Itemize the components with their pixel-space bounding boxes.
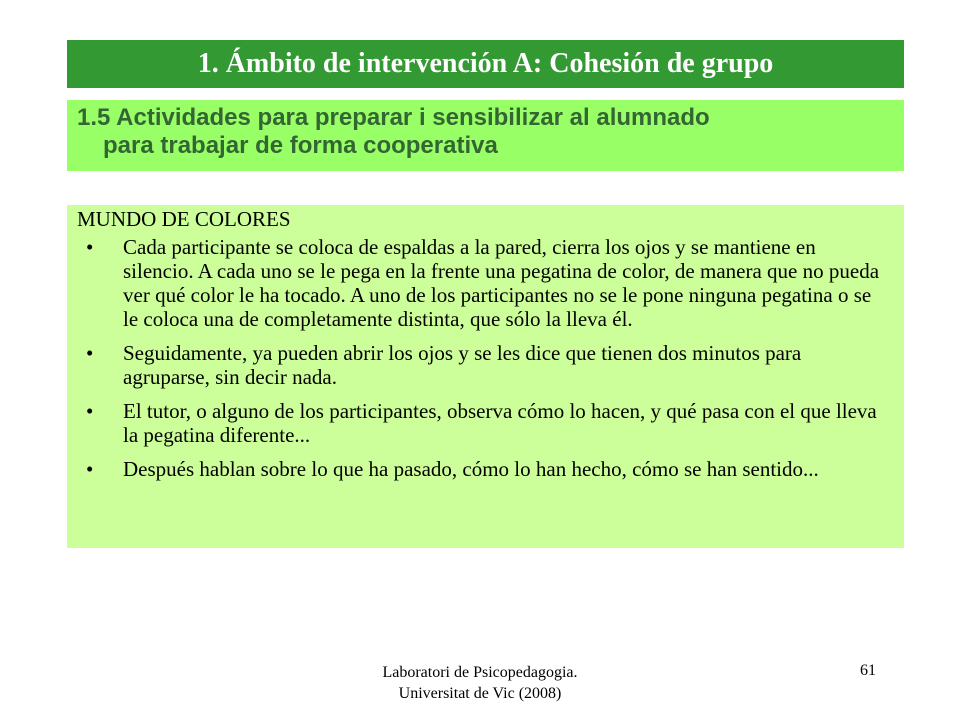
list-item-text: Seguidamente, ya pueden abrir los ojos y se les dice que tienen dos minutos para agruparse, sin decir nada.: [123, 341, 802, 389]
subtitle-bar: [67, 100, 904, 171]
subtitle-line-1: 1.5 Actividades para preparar i sensibilizar al alumnado: [77, 104, 710, 131]
list-item-text: Después hablan sobre lo que ha pasado, cómo lo han hecho, cómo se han sentido...: [123, 457, 819, 481]
list-item: [77, 399, 884, 447]
list-item: [77, 341, 884, 389]
footer: [280, 662, 680, 704]
bullet-list: [77, 235, 884, 481]
list-item: [77, 235, 884, 331]
content-box: [67, 205, 904, 548]
title-bar: [67, 40, 904, 88]
footer-line-2: Universitat de Vic (2008): [398, 685, 562, 702]
bullet-icon: •: [86, 457, 94, 481]
section-heading: MUNDO DE COLORES: [77, 207, 291, 231]
bullet-icon: •: [86, 399, 94, 423]
slide-title: 1. Ámbito de intervención A: Cohesión de grupo: [197, 48, 774, 79]
list-item: [77, 457, 884, 481]
page-number: 61: [860, 662, 876, 679]
list-item-text: El tutor, o alguno de los participantes, observa cómo lo hacen, y qué pasa con el que lleva la pegatina diferente...: [123, 399, 877, 447]
bullet-icon: •: [86, 235, 94, 259]
list-item-text: Cada participante se coloca de espaldas a la pared, cierra los ojos y se mantiene en silencio. A cada uno se le pega en la frente una pegatina de color, de manera que no pueda ver qué color le ha tocado. A uno de los participantes no se le pone ninguna pegatina o se le coloca una de completamente distinta, que sólo la lleva él.: [123, 235, 880, 331]
subtitle-line-2: para trabajar de forma cooperativa: [103, 132, 498, 159]
bullet-icon: •: [86, 341, 94, 365]
footer-line-1: Laboratori de Psicopedagogia.: [382, 664, 578, 681]
